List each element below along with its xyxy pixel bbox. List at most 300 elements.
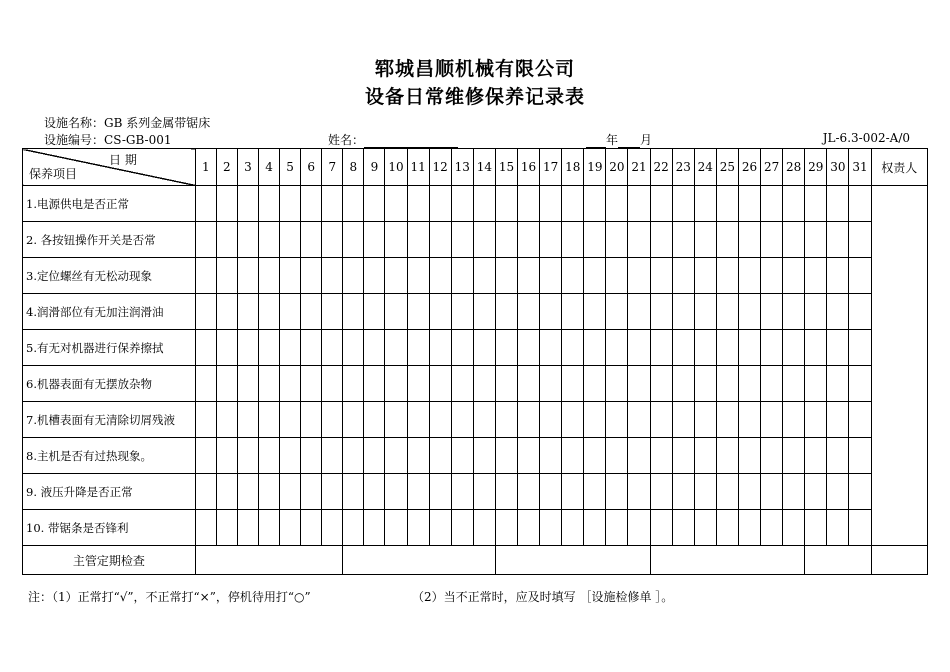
check-cell[interactable] xyxy=(716,186,738,222)
check-cell[interactable] xyxy=(216,330,237,366)
check-cell[interactable] xyxy=(540,222,562,258)
check-cell[interactable] xyxy=(584,294,606,330)
check-cell[interactable] xyxy=(672,366,694,402)
check-cell[interactable] xyxy=(827,402,849,438)
check-cell[interactable] xyxy=(783,258,805,294)
check-cell[interactable] xyxy=(783,366,805,402)
check-cell[interactable] xyxy=(495,222,517,258)
check-cell[interactable] xyxy=(216,510,237,546)
check-cell[interactable] xyxy=(322,366,343,402)
check-cell[interactable] xyxy=(827,258,849,294)
check-cell[interactable] xyxy=(628,186,650,222)
check-cell[interactable] xyxy=(562,366,584,402)
check-cell[interactable] xyxy=(237,474,258,510)
check-cell[interactable] xyxy=(364,330,385,366)
check-cell[interactable] xyxy=(540,330,562,366)
check-cell[interactable] xyxy=(650,258,672,294)
check-cell[interactable] xyxy=(216,222,237,258)
check-cell[interactable] xyxy=(451,402,473,438)
check-cell[interactable] xyxy=(429,330,451,366)
check-cell[interactable] xyxy=(495,366,517,402)
check-cell[interactable] xyxy=(805,438,827,474)
check-cell[interactable] xyxy=(280,222,301,258)
supervisor-check-cell[interactable] xyxy=(650,546,805,575)
check-cell[interactable] xyxy=(518,510,540,546)
check-cell[interactable] xyxy=(628,402,650,438)
check-cell[interactable] xyxy=(849,294,871,330)
check-cell[interactable] xyxy=(650,438,672,474)
check-cell[interactable] xyxy=(322,222,343,258)
check-cell[interactable] xyxy=(473,222,495,258)
check-cell[interactable] xyxy=(237,222,258,258)
check-cell[interactable] xyxy=(606,438,628,474)
check-cell[interactable] xyxy=(343,222,364,258)
check-cell[interactable] xyxy=(280,258,301,294)
check-cell[interactable] xyxy=(364,366,385,402)
check-cell[interactable] xyxy=(495,402,517,438)
check-cell[interactable] xyxy=(429,366,451,402)
name-field[interactable] xyxy=(364,135,458,148)
check-cell[interactable] xyxy=(258,294,279,330)
check-cell[interactable] xyxy=(495,258,517,294)
check-cell[interactable] xyxy=(672,438,694,474)
check-cell[interactable] xyxy=(606,186,628,222)
check-cell[interactable] xyxy=(407,294,429,330)
check-cell[interactable] xyxy=(473,186,495,222)
check-cell[interactable] xyxy=(716,222,738,258)
check-cell[interactable] xyxy=(584,258,606,294)
check-cell[interactable] xyxy=(258,402,279,438)
check-cell[interactable] xyxy=(280,330,301,366)
check-cell[interactable] xyxy=(694,186,716,222)
check-cell[interactable] xyxy=(364,438,385,474)
check-cell[interactable] xyxy=(322,438,343,474)
check-cell[interactable] xyxy=(258,222,279,258)
check-cell[interactable] xyxy=(451,366,473,402)
check-cell[interactable] xyxy=(694,402,716,438)
check-cell[interactable] xyxy=(672,474,694,510)
check-cell[interactable] xyxy=(518,402,540,438)
check-cell[interactable] xyxy=(518,474,540,510)
check-cell[interactable] xyxy=(761,402,783,438)
check-cell[interactable] xyxy=(783,438,805,474)
supervisor-responsible-cell[interactable] xyxy=(871,546,927,575)
check-cell[interactable] xyxy=(216,186,237,222)
check-cell[interactable] xyxy=(451,510,473,546)
check-cell[interactable] xyxy=(606,294,628,330)
check-cell[interactable] xyxy=(385,366,407,402)
check-cell[interactable] xyxy=(584,402,606,438)
check-cell[interactable] xyxy=(562,186,584,222)
check-cell[interactable] xyxy=(429,438,451,474)
check-cell[interactable] xyxy=(343,438,364,474)
check-cell[interactable] xyxy=(301,222,322,258)
check-cell[interactable] xyxy=(364,258,385,294)
check-cell[interactable] xyxy=(322,294,343,330)
check-cell[interactable] xyxy=(672,222,694,258)
check-cell[interactable] xyxy=(540,258,562,294)
check-cell[interactable] xyxy=(195,510,216,546)
check-cell[interactable] xyxy=(301,474,322,510)
check-cell[interactable] xyxy=(827,294,849,330)
check-cell[interactable] xyxy=(540,402,562,438)
check-cell[interactable] xyxy=(761,186,783,222)
check-cell[interactable] xyxy=(195,474,216,510)
check-cell[interactable] xyxy=(237,510,258,546)
check-cell[interactable] xyxy=(761,366,783,402)
check-cell[interactable] xyxy=(650,186,672,222)
check-cell[interactable] xyxy=(518,330,540,366)
check-cell[interactable] xyxy=(584,438,606,474)
check-cell[interactable] xyxy=(407,258,429,294)
check-cell[interactable] xyxy=(827,330,849,366)
check-cell[interactable] xyxy=(783,222,805,258)
check-cell[interactable] xyxy=(343,330,364,366)
check-cell[interactable] xyxy=(694,330,716,366)
check-cell[interactable] xyxy=(584,474,606,510)
check-cell[interactable] xyxy=(738,222,760,258)
check-cell[interactable] xyxy=(216,366,237,402)
check-cell[interactable] xyxy=(473,366,495,402)
check-cell[interactable] xyxy=(237,366,258,402)
check-cell[interactable] xyxy=(429,294,451,330)
check-cell[interactable] xyxy=(451,474,473,510)
check-cell[interactable] xyxy=(322,330,343,366)
check-cell[interactable] xyxy=(716,510,738,546)
check-cell[interactable] xyxy=(738,402,760,438)
check-cell[interactable] xyxy=(429,402,451,438)
check-cell[interactable] xyxy=(473,474,495,510)
check-cell[interactable] xyxy=(473,402,495,438)
check-cell[interactable] xyxy=(694,222,716,258)
check-cell[interactable] xyxy=(216,438,237,474)
check-cell[interactable] xyxy=(451,294,473,330)
check-cell[interactable] xyxy=(280,294,301,330)
check-cell[interactable] xyxy=(738,474,760,510)
check-cell[interactable] xyxy=(385,330,407,366)
check-cell[interactable] xyxy=(495,330,517,366)
check-cell[interactable] xyxy=(322,510,343,546)
check-cell[interactable] xyxy=(407,402,429,438)
check-cell[interactable] xyxy=(518,438,540,474)
check-cell[interactable] xyxy=(322,186,343,222)
check-cell[interactable] xyxy=(301,402,322,438)
check-cell[interactable] xyxy=(258,186,279,222)
check-cell[interactable] xyxy=(216,402,237,438)
check-cell[interactable] xyxy=(473,510,495,546)
check-cell[interactable] xyxy=(495,474,517,510)
check-cell[interactable] xyxy=(716,402,738,438)
check-cell[interactable] xyxy=(672,294,694,330)
check-cell[interactable] xyxy=(805,294,827,330)
check-cell[interactable] xyxy=(606,510,628,546)
check-cell[interactable] xyxy=(650,510,672,546)
check-cell[interactable] xyxy=(672,258,694,294)
check-cell[interactable] xyxy=(301,438,322,474)
check-cell[interactable] xyxy=(322,258,343,294)
check-cell[interactable] xyxy=(628,294,650,330)
check-cell[interactable] xyxy=(716,258,738,294)
check-cell[interactable] xyxy=(783,186,805,222)
check-cell[interactable] xyxy=(385,438,407,474)
check-cell[interactable] xyxy=(761,258,783,294)
check-cell[interactable] xyxy=(473,294,495,330)
check-cell[interactable] xyxy=(562,294,584,330)
supervisor-check-cell[interactable] xyxy=(495,546,650,575)
responsible-cell[interactable] xyxy=(871,186,927,546)
check-cell[interactable] xyxy=(364,294,385,330)
check-cell[interactable] xyxy=(429,474,451,510)
check-cell[interactable] xyxy=(562,510,584,546)
check-cell[interactable] xyxy=(301,510,322,546)
check-cell[interactable] xyxy=(650,402,672,438)
check-cell[interactable] xyxy=(237,186,258,222)
check-cell[interactable] xyxy=(518,366,540,402)
check-cell[interactable] xyxy=(258,330,279,366)
check-cell[interactable] xyxy=(385,258,407,294)
check-cell[interactable] xyxy=(301,366,322,402)
check-cell[interactable] xyxy=(195,438,216,474)
month-field[interactable] xyxy=(618,135,640,148)
check-cell[interactable] xyxy=(429,510,451,546)
check-cell[interactable] xyxy=(606,330,628,366)
check-cell[interactable] xyxy=(694,294,716,330)
check-cell[interactable] xyxy=(451,186,473,222)
check-cell[interactable] xyxy=(827,222,849,258)
check-cell[interactable] xyxy=(650,294,672,330)
check-cell[interactable] xyxy=(385,510,407,546)
check-cell[interactable] xyxy=(343,474,364,510)
check-cell[interactable] xyxy=(280,474,301,510)
check-cell[interactable] xyxy=(716,366,738,402)
check-cell[interactable] xyxy=(783,510,805,546)
check-cell[interactable] xyxy=(237,330,258,366)
check-cell[interactable] xyxy=(473,258,495,294)
check-cell[interactable] xyxy=(849,222,871,258)
check-cell[interactable] xyxy=(562,330,584,366)
check-cell[interactable] xyxy=(827,474,849,510)
check-cell[interactable] xyxy=(301,294,322,330)
check-cell[interactable] xyxy=(322,402,343,438)
check-cell[interactable] xyxy=(694,510,716,546)
check-cell[interactable] xyxy=(280,438,301,474)
supervisor-check-cell[interactable] xyxy=(343,546,496,575)
check-cell[interactable] xyxy=(407,366,429,402)
check-cell[interactable] xyxy=(805,402,827,438)
check-cell[interactable] xyxy=(364,402,385,438)
supervisor-check-cell[interactable] xyxy=(195,546,343,575)
check-cell[interactable] xyxy=(301,258,322,294)
check-cell[interactable] xyxy=(429,222,451,258)
check-cell[interactable] xyxy=(562,438,584,474)
check-cell[interactable] xyxy=(805,474,827,510)
check-cell[interactable] xyxy=(761,294,783,330)
check-cell[interactable] xyxy=(650,366,672,402)
check-cell[interactable] xyxy=(650,222,672,258)
check-cell[interactable] xyxy=(258,258,279,294)
check-cell[interactable] xyxy=(258,510,279,546)
year-field[interactable] xyxy=(586,135,606,148)
check-cell[interactable] xyxy=(451,438,473,474)
check-cell[interactable] xyxy=(650,474,672,510)
check-cell[interactable] xyxy=(783,294,805,330)
check-cell[interactable] xyxy=(716,294,738,330)
supervisor-check-cell[interactable] xyxy=(805,546,871,575)
check-cell[interactable] xyxy=(258,438,279,474)
check-cell[interactable] xyxy=(827,366,849,402)
check-cell[interactable] xyxy=(628,330,650,366)
check-cell[interactable] xyxy=(364,222,385,258)
check-cell[interactable] xyxy=(628,258,650,294)
check-cell[interactable] xyxy=(694,474,716,510)
check-cell[interactable] xyxy=(195,186,216,222)
check-cell[interactable] xyxy=(716,438,738,474)
check-cell[interactable] xyxy=(606,402,628,438)
check-cell[interactable] xyxy=(628,222,650,258)
check-cell[interactable] xyxy=(216,474,237,510)
check-cell[interactable] xyxy=(407,186,429,222)
check-cell[interactable] xyxy=(584,186,606,222)
check-cell[interactable] xyxy=(451,222,473,258)
check-cell[interactable] xyxy=(672,186,694,222)
check-cell[interactable] xyxy=(783,330,805,366)
check-cell[interactable] xyxy=(628,438,650,474)
check-cell[interactable] xyxy=(473,438,495,474)
check-cell[interactable] xyxy=(805,222,827,258)
check-cell[interactable] xyxy=(216,294,237,330)
check-cell[interactable] xyxy=(805,186,827,222)
check-cell[interactable] xyxy=(849,510,871,546)
check-cell[interactable] xyxy=(495,294,517,330)
check-cell[interactable] xyxy=(694,438,716,474)
check-cell[interactable] xyxy=(237,438,258,474)
check-cell[interactable] xyxy=(761,438,783,474)
check-cell[interactable] xyxy=(407,222,429,258)
check-cell[interactable] xyxy=(606,474,628,510)
check-cell[interactable] xyxy=(672,510,694,546)
check-cell[interactable] xyxy=(195,402,216,438)
check-cell[interactable] xyxy=(237,258,258,294)
check-cell[interactable] xyxy=(258,366,279,402)
check-cell[interactable] xyxy=(301,330,322,366)
check-cell[interactable] xyxy=(738,510,760,546)
check-cell[interactable] xyxy=(606,366,628,402)
check-cell[interactable] xyxy=(195,294,216,330)
check-cell[interactable] xyxy=(562,258,584,294)
check-cell[interactable] xyxy=(761,510,783,546)
check-cell[interactable] xyxy=(761,330,783,366)
check-cell[interactable] xyxy=(429,186,451,222)
check-cell[interactable] xyxy=(584,366,606,402)
check-cell[interactable] xyxy=(495,510,517,546)
check-cell[interactable] xyxy=(540,510,562,546)
check-cell[interactable] xyxy=(343,366,364,402)
check-cell[interactable] xyxy=(216,258,237,294)
check-cell[interactable] xyxy=(628,366,650,402)
check-cell[interactable] xyxy=(827,438,849,474)
check-cell[interactable] xyxy=(540,366,562,402)
check-cell[interactable] xyxy=(849,402,871,438)
check-cell[interactable] xyxy=(827,510,849,546)
check-cell[interactable] xyxy=(280,186,301,222)
check-cell[interactable] xyxy=(495,438,517,474)
check-cell[interactable] xyxy=(694,258,716,294)
check-cell[interactable] xyxy=(385,402,407,438)
check-cell[interactable] xyxy=(343,186,364,222)
check-cell[interactable] xyxy=(322,474,343,510)
check-cell[interactable] xyxy=(738,294,760,330)
check-cell[interactable] xyxy=(738,186,760,222)
check-cell[interactable] xyxy=(407,474,429,510)
check-cell[interactable] xyxy=(385,294,407,330)
check-cell[interactable] xyxy=(694,366,716,402)
check-cell[interactable] xyxy=(343,510,364,546)
check-cell[interactable] xyxy=(716,474,738,510)
check-cell[interactable] xyxy=(195,258,216,294)
check-cell[interactable] xyxy=(385,186,407,222)
check-cell[interactable] xyxy=(343,294,364,330)
check-cell[interactable] xyxy=(518,186,540,222)
check-cell[interactable] xyxy=(385,474,407,510)
check-cell[interactable] xyxy=(849,474,871,510)
check-cell[interactable] xyxy=(280,402,301,438)
check-cell[interactable] xyxy=(518,294,540,330)
check-cell[interactable] xyxy=(518,258,540,294)
check-cell[interactable] xyxy=(237,402,258,438)
check-cell[interactable] xyxy=(805,330,827,366)
check-cell[interactable] xyxy=(364,474,385,510)
check-cell[interactable] xyxy=(407,510,429,546)
check-cell[interactable] xyxy=(584,222,606,258)
check-cell[interactable] xyxy=(518,222,540,258)
check-cell[interactable] xyxy=(540,474,562,510)
check-cell[interactable] xyxy=(761,222,783,258)
check-cell[interactable] xyxy=(761,474,783,510)
check-cell[interactable] xyxy=(738,330,760,366)
check-cell[interactable] xyxy=(584,510,606,546)
check-cell[interactable] xyxy=(237,294,258,330)
check-cell[interactable] xyxy=(562,474,584,510)
check-cell[interactable] xyxy=(407,330,429,366)
check-cell[interactable] xyxy=(783,474,805,510)
check-cell[interactable] xyxy=(849,258,871,294)
check-cell[interactable] xyxy=(716,330,738,366)
check-cell[interactable] xyxy=(562,222,584,258)
check-cell[interactable] xyxy=(195,366,216,402)
check-cell[interactable] xyxy=(805,258,827,294)
check-cell[interactable] xyxy=(650,330,672,366)
check-cell[interactable] xyxy=(280,366,301,402)
check-cell[interactable] xyxy=(672,402,694,438)
check-cell[interactable] xyxy=(805,510,827,546)
check-cell[interactable] xyxy=(258,474,279,510)
check-cell[interactable] xyxy=(195,222,216,258)
check-cell[interactable] xyxy=(849,330,871,366)
check-cell[interactable] xyxy=(805,366,827,402)
check-cell[interactable] xyxy=(827,186,849,222)
check-cell[interactable] xyxy=(849,186,871,222)
check-cell[interactable] xyxy=(473,330,495,366)
check-cell[interactable] xyxy=(672,330,694,366)
check-cell[interactable] xyxy=(195,330,216,366)
check-cell[interactable] xyxy=(738,258,760,294)
check-cell[interactable] xyxy=(849,366,871,402)
check-cell[interactable] xyxy=(540,438,562,474)
check-cell[interactable] xyxy=(849,438,871,474)
check-cell[interactable] xyxy=(407,438,429,474)
check-cell[interactable] xyxy=(783,402,805,438)
check-cell[interactable] xyxy=(343,402,364,438)
